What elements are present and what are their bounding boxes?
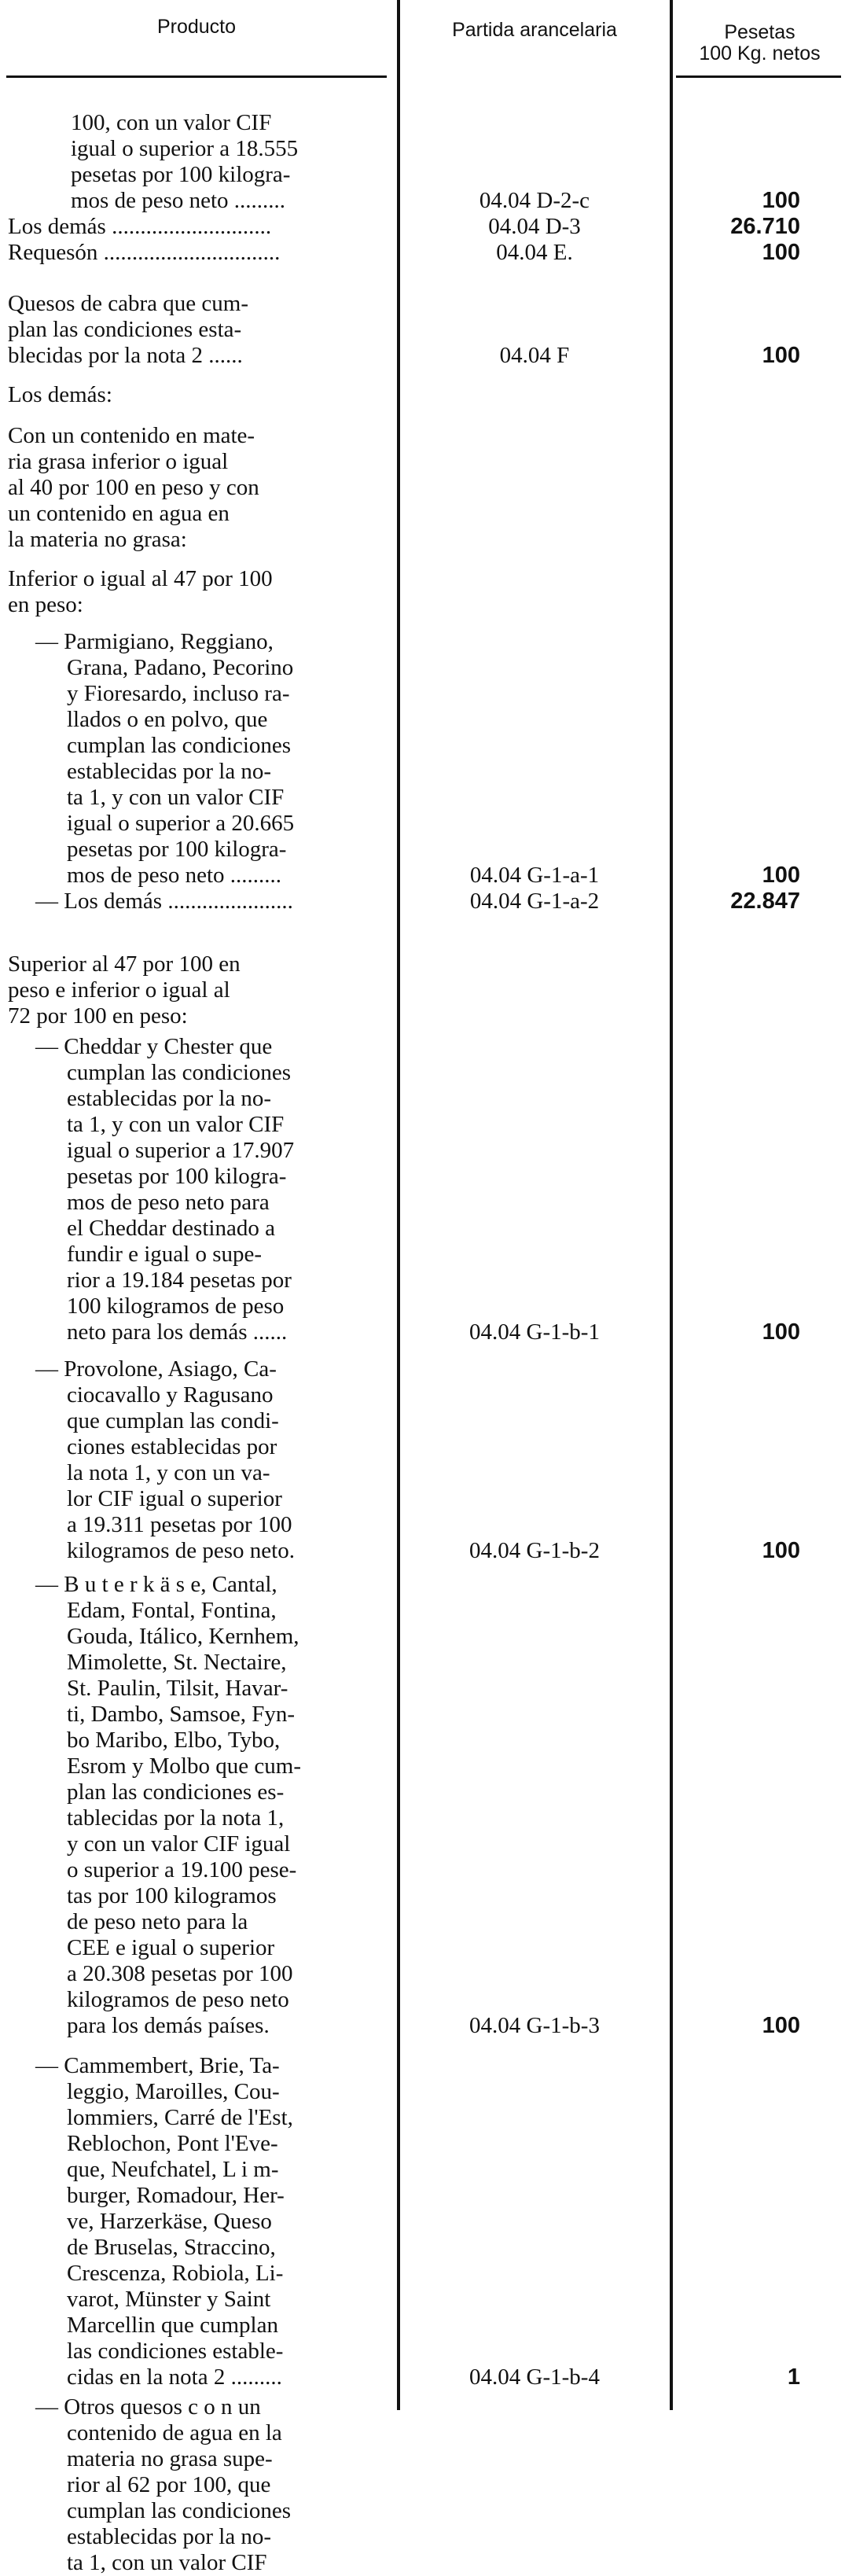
partida-cell: 04.04 G-1-b-2	[469, 1538, 600, 1563]
product-text-line: y con un valor CIF igual	[67, 1831, 291, 1857]
product-text-line: Inferior o igual al 47 por 100	[8, 566, 273, 591]
product-text-line: Con un contenido en mate-	[8, 423, 255, 448]
product-text-line: cumplan las condiciones	[67, 1060, 292, 1085]
product-text-line: pesetas por 100 kilogra-	[67, 1164, 287, 1189]
table-header-partida: Partida arancelaria	[452, 19, 617, 41]
partida-cell: 04.04 G-1-b-1	[469, 1319, 600, 1345]
column-divider-right	[670, 0, 673, 2410]
product-text-line: Gouda, Itálico, Kernhem,	[67, 1624, 299, 1649]
product-text-line: Mimolette, St. Nectaire,	[67, 1650, 287, 1675]
pesetas-cell: 100	[762, 2013, 800, 2038]
product-text-line: 100, con un valor CIF	[71, 110, 272, 135]
product-text-line: blecidas por la nota 2 ......	[8, 343, 243, 368]
product-text-line: igual o superior a 17.907	[67, 1138, 295, 1163]
product-text-line: Los demás ............................	[8, 214, 272, 239]
product-text-line: lommiers, Carré de l'Est,	[67, 2105, 293, 2130]
product-text-line: la materia no grasa:	[8, 527, 187, 552]
pesetas-cell: 100	[762, 1319, 800, 1345]
product-text-line: 72 por 100 en peso:	[8, 1003, 188, 1029]
product-text-line: al 40 por 100 en peso y con	[8, 475, 259, 500]
product-text-line: establecidas por la no-	[67, 2524, 272, 2549]
column-divider-left	[397, 0, 400, 2410]
table-header-pesetas	[674, 22, 845, 64]
product-text-line: — Los demás ......................	[35, 889, 293, 914]
product-text-line: un contenido en agua en	[8, 501, 230, 526]
header-rule-right	[676, 75, 841, 78]
product-text-line: ria grasa inferior o igual	[8, 449, 229, 474]
table-header-pesetas-line2: 100 Kg. netos	[699, 42, 821, 64]
product-text-line: Quesos de cabra que cum-	[8, 291, 248, 316]
pesetas-cell: 100	[762, 240, 800, 265]
product-text-line: igual o superior a 20.665	[67, 811, 295, 836]
product-text-line: ta 1, y con un valor CIF	[67, 1112, 285, 1137]
product-text-line: bo Maribo, Elbo, Tybo,	[67, 1728, 281, 1753]
product-text-line: kilogramos de peso neto.	[67, 1538, 295, 1563]
product-text-line: rior a 19.184 pesetas por	[67, 1268, 292, 1293]
product-text-line: pesetas por 100 kilogra-	[71, 162, 291, 187]
product-text-line: tas por 100 kilogramos	[67, 1883, 277, 1908]
pesetas-cell: 22.847	[730, 889, 800, 914]
product-text-line: en peso:	[8, 592, 83, 617]
product-text-line: ve, Harzerkäse, Queso	[67, 2209, 272, 2234]
product-text-line: Grana, Padano, Pecorino	[67, 655, 294, 680]
product-text-line: para los demás países.	[67, 2013, 270, 2038]
product-text-line: St. Paulin, Tilsit, Havar-	[67, 1676, 288, 1701]
product-text-line: — Provolone, Asiago, Ca-	[35, 1356, 277, 1382]
product-text-line: ta 1, y con un valor CIF	[67, 785, 285, 810]
product-text-line: el Cheddar destinado a	[67, 1216, 275, 1241]
product-text-line: — Cheddar y Chester que	[35, 1034, 273, 1059]
product-text-line: — Otros quesos c o n un	[35, 2394, 261, 2420]
pesetas-cell: 100	[762, 1538, 800, 1563]
product-text-line: la nota 1, y con un va-	[67, 1460, 270, 1485]
product-text-line: mos de peso neto para	[67, 1190, 270, 1215]
partida-cell: 04.04 G-1-a-1	[469, 863, 600, 888]
product-text-line: leggio, Maroilles, Cou-	[67, 2079, 280, 2104]
product-text-line: kilogramos de peso neto	[67, 1987, 289, 2012]
product-text-line: peso e inferior o igual al	[8, 977, 230, 1003]
table-header-producto: Producto	[156, 16, 237, 38]
pesetas-cell: 100	[762, 343, 800, 368]
product-text-line: Superior al 47 por 100 en	[8, 951, 241, 977]
product-text-line: ti, Dambo, Samsoe, Fyn-	[67, 1702, 295, 1727]
product-text-line: rior al 62 por 100, que	[67, 2472, 271, 2497]
product-text-line: plan las condiciones esta-	[8, 317, 242, 342]
table-header-pesetas-line1: Pesetas	[724, 21, 795, 43]
product-text-line: mos de peso neto .........	[67, 863, 282, 888]
product-text-line: Crescenza, Robiola, Li-	[67, 2261, 284, 2286]
product-text-line: mos de peso neto .........	[71, 188, 286, 213]
pesetas-cell: 26.710	[730, 214, 800, 239]
product-text-line: establecidas por la no-	[67, 1086, 272, 1111]
product-text-line: Los demás:	[8, 382, 112, 407]
product-text-line: plan las condiciones es-	[67, 1779, 285, 1805]
product-text-line: que, Neufchatel, L i m-	[67, 2157, 279, 2182]
partida-cell: 04.04 G-1-b-3	[469, 2013, 600, 2038]
product-text-line: de peso neto para la	[67, 1909, 248, 1934]
product-text-line: ta 1, con un valor CIF	[67, 2550, 267, 2575]
pesetas-cell: 1	[787, 2364, 800, 2390]
product-text-line: neto para los demás ......	[67, 1319, 288, 1345]
product-text-line: establecidas por la no-	[67, 759, 272, 784]
product-text-line: cidas en la nota 2 .........	[67, 2364, 282, 2390]
product-text-line: fundir e igual o supe-	[67, 1242, 263, 1267]
product-text-line: que cumplan las condi-	[67, 1408, 279, 1433]
product-text-line: cumplan las condiciones	[67, 733, 292, 758]
product-text-line: burger, Romadour, Her-	[67, 2183, 285, 2208]
partida-cell: 04.04 D-2-c	[479, 188, 590, 213]
product-text-line: varot, Münster y Saint	[67, 2287, 271, 2312]
partida-cell: 04.04 D-3	[488, 214, 581, 239]
product-text-line: CEE e igual o superior	[67, 1935, 275, 1960]
product-text-line: Edam, Fontal, Fontina,	[67, 1598, 277, 1623]
product-text-line: cumplan las condiciones	[67, 2498, 292, 2523]
header-rule-left	[6, 75, 387, 78]
product-text-line: lor CIF igual o superior	[67, 1486, 282, 1511]
product-text-line: Marcellin que cumplan	[67, 2313, 278, 2338]
product-text-line: y Fioresardo, incluso ra-	[67, 681, 290, 706]
product-text-line: — Parmigiano, Reggiano,	[35, 629, 274, 654]
product-text-line: — Cammembert, Brie, Ta-	[35, 2053, 280, 2078]
product-text-line: contenido de agua en la	[67, 2420, 282, 2445]
product-text-line: a 19.311 pesetas por 100	[67, 1512, 292, 1537]
pesetas-cell: 100	[762, 188, 800, 213]
product-text-line: materia no grasa supe-	[67, 2446, 273, 2471]
product-text-line: ciocavallo y Ragusano	[67, 1382, 274, 1408]
product-text-line: — B u t e r k ä s e, Cantal,	[35, 1572, 277, 1597]
product-text-line: llados o en polvo, que	[67, 707, 268, 732]
product-text-line: o superior a 19.100 pese-	[67, 1857, 297, 1882]
product-text-line: de Bruselas, Straccino,	[67, 2235, 276, 2260]
product-text-line: Esrom y Molbo que cum-	[67, 1754, 302, 1779]
partida-cell: 04.04 G-1-a-2	[469, 889, 600, 914]
product-text-line: pesetas por 100 kilogra-	[67, 837, 287, 862]
partida-cell: 04.04 E.	[496, 240, 573, 265]
product-text-line: 100 kilogramos de peso	[67, 1294, 285, 1319]
product-text-line: a 20.308 pesetas por 100	[67, 1961, 293, 1986]
partida-cell: 04.04 G-1-b-4	[469, 2364, 600, 2390]
partida-cell: 04.04 F	[499, 343, 570, 368]
product-text-line: las condiciones estable-	[67, 2339, 284, 2364]
product-text-line: Reblochon, Pont l'Eve-	[67, 2131, 278, 2156]
product-text-line: igual o superior a 18.555	[71, 136, 299, 161]
product-text-line: ciones establecidas por	[67, 1434, 277, 1459]
pesetas-cell: 100	[762, 863, 800, 888]
product-text-line: Requesón ...............................	[8, 240, 281, 265]
product-text-line: tablecidas por la nota 1,	[67, 1805, 285, 1831]
